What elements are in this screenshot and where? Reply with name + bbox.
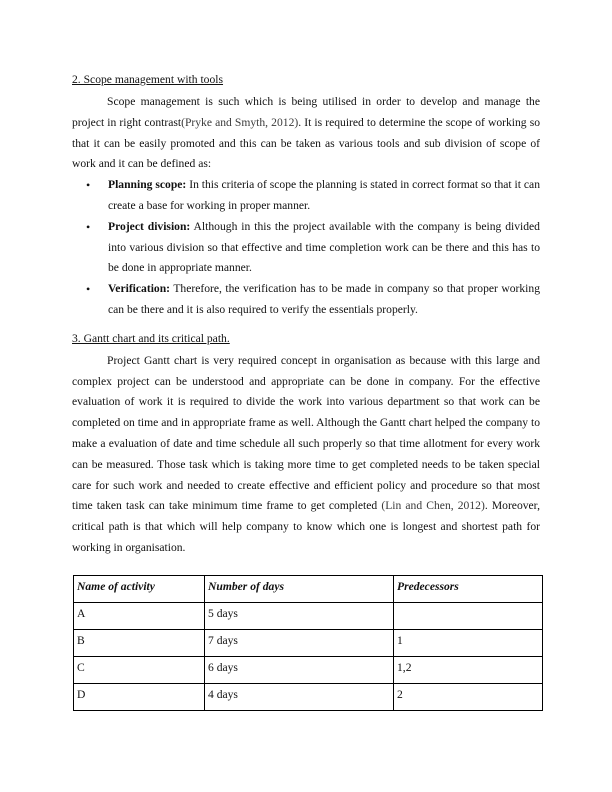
table-row [74,603,543,630]
scope-intro-paragraph [72,92,540,175]
list-item-term: Project division: [108,219,191,233]
gantt-paragraph-text: Project Gantt chart is very required concept in organisation as because with this large and complex project can be understood and appropriate can be done in company. For the effective evaluation of work it is required to divide the work into various department so that work can be completed on time and in appropriate frame as well. Although the Gantt chart helped the company to make a evaluation of date and time schedule all such properly so that time allotment for every work can be measured. Those task which is taking more time to get completed needs to be taken special care for such work and needed to create effective and efficient policy and procedure so that most time taken task can take minimum time frame to get completed [72,353,540,513]
table-row [74,630,543,657]
predecessors-cell: 1,2 [394,657,543,684]
days-cell: 5 days [205,603,394,630]
list-item-text: Therefore, the verification has to be made in company so that proper working can be there and it is also required to verify the essentials properly. [108,282,540,316]
scope-intro-text: Scope management is such which is being utilised in order to develop and manage the project in right contrast [72,95,540,129]
days-cell: 4 days [205,684,394,711]
header-name-of-activity: Name of activity [74,576,205,603]
table-row [74,684,543,711]
predecessors-cell: 1 [394,630,543,657]
bullet-icon: • [86,282,91,297]
section-heading-scope-management: 2. Scope management with tools [72,73,224,86]
gantt-paragraph [72,351,540,559]
activity-table [73,575,543,711]
activity-cell: D [74,684,205,711]
days-cell: 6 days [205,657,394,684]
predecessors-cell [394,603,543,630]
activity-cell: C [74,657,205,684]
gantt-paragraph-text-end: . Moreover, critical path is that which will help company to know which one is longest and shortest path for working in organisation. [72,499,540,554]
bullet-icon: • [86,178,91,193]
list-item [72,279,540,321]
days-cell: 7 days [205,630,394,657]
scope-intro-text-end: . It is required to determine the scope of working so that it can be easily promoted and this can be taken as various tools and sub division of scope of work and it can be defined as: [72,115,541,171]
header-predecessors: Predecessors [394,576,543,603]
list-item [72,217,540,279]
header-number-of-days: Number of days [205,576,394,603]
list-item-text: Although in this the project available with the company is being divided into various division so that effective and time completion work can be there and this has to be done in appropriate manner. [108,219,540,275]
list-item-term: Planning scope: [108,178,187,192]
citation-lin-chen: (Lin and Chen, 2012) [381,499,485,513]
list-item-text: In this criteria of scope the planning is stated in correct format so that it can create a base for working in proper manner. [108,178,540,212]
page-body [72,71,540,559]
list-item-term: Verification: [108,282,171,296]
section-heading-gantt-chart: 3. Gantt chart and its critical path. [72,331,230,345]
scope-tools-list [72,175,540,321]
table-header-row [74,576,543,603]
table-row [74,657,543,684]
predecessors-cell: 2 [394,684,543,711]
activity-cell: B [74,630,205,657]
list-item [72,175,540,217]
bullet-icon: • [86,219,91,234]
citation-pryke-smyth: (Pryke and Smyth, 2012) [181,115,299,129]
activity-cell: A [74,603,205,630]
